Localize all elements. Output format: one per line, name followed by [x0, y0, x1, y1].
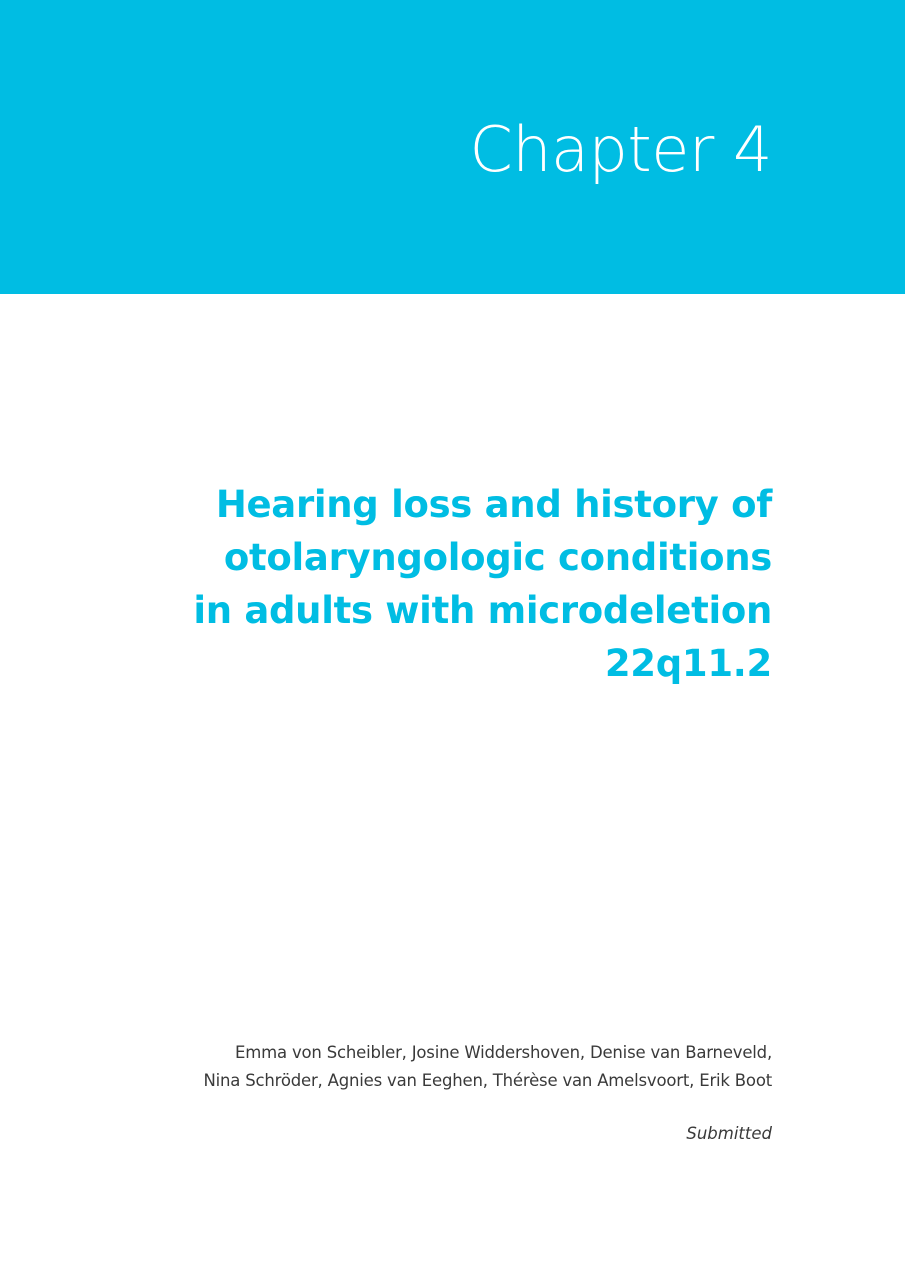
- chapter-title: [152, 478, 772, 690]
- chapter-label: Chapter 4: [469, 113, 772, 186]
- chapter-title-line: otolaryngologic conditions: [223, 536, 772, 579]
- chapter-header-band: [0, 0, 905, 294]
- chapter-title-line: Hearing loss and history of: [215, 483, 772, 526]
- publication-status: Submitted: [686, 1124, 772, 1143]
- author-line: Nina Schröder, Agnies van Eeghen, Thérèse van Amelsvoort, Erik Boot: [203, 1071, 772, 1090]
- chapter-title-line: in adults with microdeletion: [193, 589, 772, 632]
- author-line: Emma von Scheibler, Josine Widdershoven, Denise van Barneveld,: [235, 1043, 772, 1062]
- author-list: [203, 1039, 772, 1095]
- chapter-title-line: 22q11.2: [604, 642, 772, 685]
